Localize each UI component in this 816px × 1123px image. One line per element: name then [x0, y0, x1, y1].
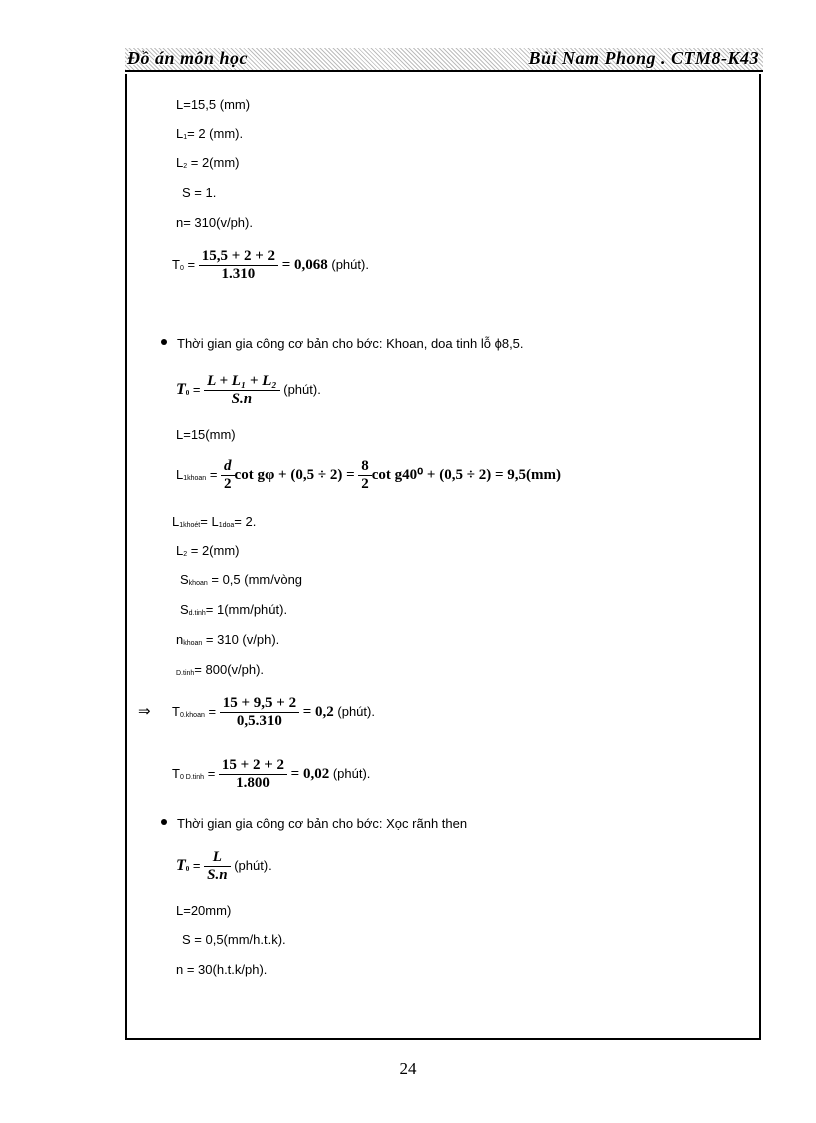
header-left-title: Đồ án môn học	[127, 48, 249, 68]
step3-formula: T0 = $\frac{L}{S.n}$ (phút).	[176, 849, 272, 884]
header-right-author: Bùi Nam Phong . CTM8-K43	[528, 48, 759, 68]
step1-T0-formula: T0 = $\frac{15,5 + 2 + 2}{1.310}$ = 0,068 (phút).	[172, 248, 369, 283]
step3-title: Thời gian gia công cơ bản cho bớc: Xọc rãnh then	[177, 816, 468, 831]
phi-icon: ϕ	[494, 336, 502, 351]
bullet-icon	[161, 819, 167, 825]
step2-title: Thời gian gia công cơ bản cho bớc: Khoan, doa tinh lỗ ϕ8,5.	[177, 336, 524, 351]
step3-S: S = 0,5(mm/h.t.k).	[182, 932, 286, 947]
page-number: 24	[399, 1059, 417, 1078]
step2-L1khoan: L1khoan = $\frac{d}{2}$ cot gφ + (0,5 ÷ 2) = $\frac{8}{2}$ cot g40⁰ + (0,5 ÷ 2) = 9,5(mm)	[176, 458, 561, 493]
step2-L1khoet-doa: L1khoét= L1doa= 2.	[172, 514, 257, 529]
step2-Skhoan: Skhoan = 0,5 (mm/vòng	[180, 572, 303, 587]
step1-L1: L1= 2 (mm).	[176, 126, 244, 141]
step1-L2: L2 = 2(mm)	[176, 155, 240, 170]
step2-formula: T0 = $\frac{\text{L + L₁ + L₂}}{S.n}$ (phút).	[176, 373, 321, 408]
step2-L2: L2 = 2(mm)	[176, 543, 240, 558]
step2-L: L=15(mm)	[176, 427, 236, 442]
step3-n: n = 30(h.t.k/ph).	[176, 962, 268, 977]
implies-icon: ⇒	[138, 703, 151, 720]
step1-S: S = 1.	[182, 185, 217, 200]
step1-L: L=15,5 (mm)	[176, 97, 251, 112]
bullet-icon	[161, 339, 167, 345]
step2-nkhoan: nkhoan = 310 (v/ph).	[176, 632, 280, 647]
step2-T0khoan: T0.khoan = $\frac{15 + 9,5 + 2}{0,5.310}$ = 0,2 (phút).	[172, 695, 375, 730]
step1-fraction: $\frac{15,5 + 2 + 2}{1.310}$	[199, 248, 278, 283]
step2-ndtinh: D.tinh= 800(v/ph).	[176, 662, 265, 677]
step2-T0dtinh: T0 D.tinh = $\frac{15 + 2 + 2}{1.800}$ = 0,02 (phút).	[172, 757, 371, 792]
page-header	[125, 48, 763, 72]
step2-Sdtinh: Sd.tinh= 1(mm/phút).	[180, 602, 288, 617]
step3-L: L=20mm)	[176, 903, 232, 918]
step1-n: n= 310(v/ph).	[176, 215, 253, 230]
